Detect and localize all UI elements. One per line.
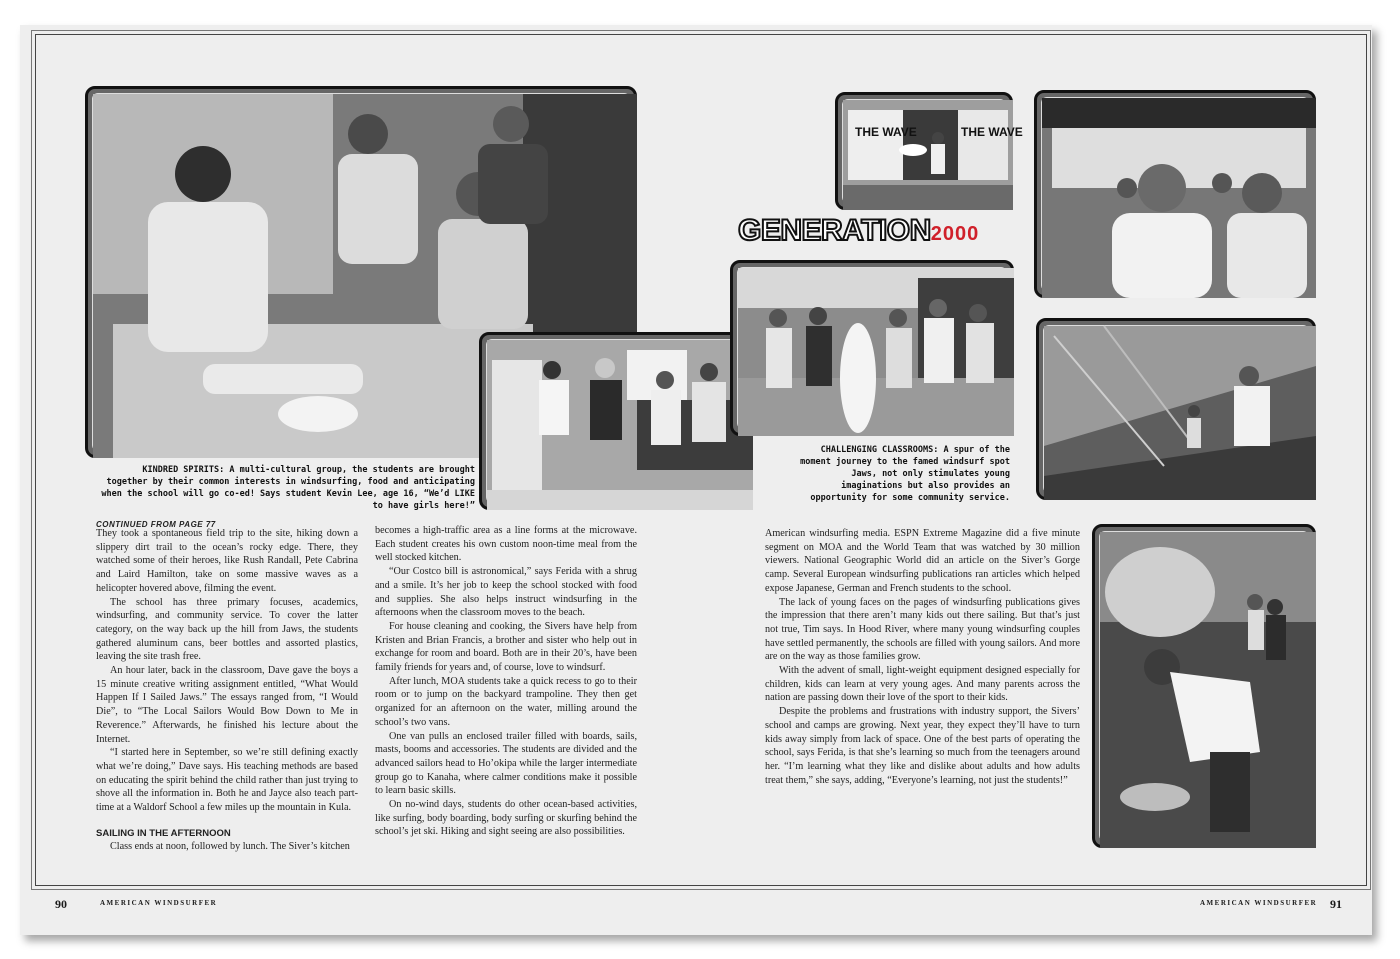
photo-group-surfboard — [730, 260, 1014, 436]
title-suffix: 2000 — [930, 223, 980, 245]
photo-van-wave-image — [843, 100, 1023, 210]
photo-trash-pickup — [1092, 524, 1316, 848]
running-head-right: AMERICAN WINDSURFER — [1200, 899, 1318, 907]
text-column-2 — [375, 524, 637, 839]
photo-inside-van-image — [1042, 98, 1316, 298]
van-sign-left: THE WAVE — [855, 125, 917, 139]
photo-group-surfboard-image — [738, 268, 1014, 436]
text-column-3 — [765, 527, 1080, 787]
subhead: SAILING IN THE AFTERNOON — [96, 827, 231, 839]
text-column-1 — [96, 518, 358, 854]
photo-van-wave — [835, 92, 1023, 210]
paragraph: After lunch, MOA students take a quick recess to go to their room or to jump on the backyard trampoline. They then get organized for an afternoon on the water, milling around the school’s two vans. — [375, 675, 637, 728]
paragraph: “Our Costco bill is astronomical,” says Ferida with a shrug and a smile. It’s her job to keep the school stocked with food and supplies. She also helps instruct windsurfing in the afternoons when the classroom moves to the beach. — [375, 566, 637, 619]
paragraph: American windsurfing media. ESPN Extreme Magazine did a five minute segment on MOA and the World Team that was watched by 30 million viewers. National Geographic World did an article on the Siver’s Gorge camp. Several European windsurfing publications ran articles which helped expose Japanese, German and French students to the school. — [765, 528, 1080, 594]
paragraph: becomes a high-traffic area as a line forms at the microwave. Each student creates his own custom noon-time meal from the well stocked kitchen. — [375, 525, 637, 564]
caption-challenging-classrooms: CHALLENGING CLASSROOMS: A spur of the moment journey to the famed windsurf spot Jaws, not only stimulates young imaginations but also provides an opportunity for some community service. — [800, 445, 1010, 503]
paragraph: They took a spontaneous field trip to the site, hiking down a slippery dirt trail to the ocean’s rocky edge. There, they watched some of their heroes, like Rush Randall, Pete Cabrina and Laird Hamilton, take on some massive waves as a helicopter hovered above, filming the event. — [96, 528, 358, 594]
photo-kitchen — [479, 332, 753, 510]
photo-inside-van — [1034, 90, 1316, 298]
van-sign-right: THE WAVE — [961, 125, 1023, 139]
caption-kindred-spirits: KINDRED SPIRITS: A multi-cultural group, the students are brought together by their common interests in windsurfing, food and anticipating when the school will go co-ed! Says student Kevin Lee, age 16, “We’d LIKE to have girls here!” — [101, 465, 475, 511]
continued-kicker: CONTINUED FROM PAGE 77 — [96, 520, 216, 529]
paragraph: One van pulls an enclosed trailer filled with boards, sails, masts, booms and accessories. The students are divided and the advanced sailors head to Ho’okipa while the larger intermediate group go to Kanaha, where calmer conditions make it possible to learn basic skills. — [375, 730, 637, 797]
paragraph: The lack of young faces on the pages of windsurfing publications gives the impression that there aren’t many kids out there sailing. But that’s just not true, Tim says. In Hood River, where many young windsurfing couples have settled permanently, the schools are filled with young sailors. And more are on the way as those families grow. — [765, 596, 1080, 663]
paragraph: Class ends at noon, followed by lunch. The Siver’s kitchen — [110, 841, 350, 853]
photo-hillside-image — [1044, 326, 1316, 500]
page-number-right: 91 — [1330, 897, 1342, 911]
paragraph: The school has three primary focuses, academics, windsurfing, and community service. To cover the latter category, on the way back up the hill from Jaws, the students gathered aluminum cans, beer bottles and assorted plastics, leaving the site trash free. — [96, 596, 358, 663]
photo-trash-pickup-image — [1100, 532, 1316, 848]
title-main: GENERATION — [738, 214, 931, 247]
article-title — [738, 214, 979, 251]
photo-kitchen-image — [487, 340, 753, 510]
paragraph: Despite the problems and frustrations with industry support, the Sivers’ school and camps are growing. Next year, they expect they’ll have to turn kids away simply from lack of space. One of the best parts of operating the school, says Ferida, is that she’s learning so much from the teenagers around her. “I’m learning what they like and dislike about adults and how adults treat them,” she says, adding, “Everyone’s learning, not just the students!” — [765, 706, 1080, 786]
paragraph: With the advent of small, light-weight equipment designed especially for children, kids can learn at very young ages. And many parents across the nation are passing down their love of the sport to their kids. — [765, 665, 1080, 704]
paragraph: On no-wind days, students do other ocean-based activities, like surfing, body boarding, body surfing or skurfing behind the school’s jet ski. Hiking and sight seeing are also possibilities. — [375, 799, 637, 838]
paragraph: “I started here in September, so we’re still defining exactly what we’re doing,” Dave says. His teaching methods are based on educating the spirit behind the child rather than just trying to shove all the information in. Both he and Jayce also teach part-time at a Waldorf School a few miles up the mountain in Kula. — [96, 747, 358, 814]
running-head-left: AMERICAN WINDSURFER — [100, 899, 218, 907]
photo-hillside — [1036, 318, 1316, 500]
paragraph: An hour later, back in the classroom, Dave gave the boys a 15 minute creative writing assignment entitled, “What Would Happen If I Sailed Jaws.” The essays ranged from, “I Would Die”, to “The Local Sailors Would Bow Down to Me in Reverence.” Afterwards, he finished his lecture about the Internet. — [96, 665, 358, 745]
paragraph: For house cleaning and cooking, the Sivers have help from Kristen and Brian Francis, a brother and sister who help out in exchange for room and board. Both are in their 20’s, have been family friends for years and, of course, love to windsurf. — [375, 620, 637, 674]
page-number-left: 90 — [55, 897, 67, 911]
